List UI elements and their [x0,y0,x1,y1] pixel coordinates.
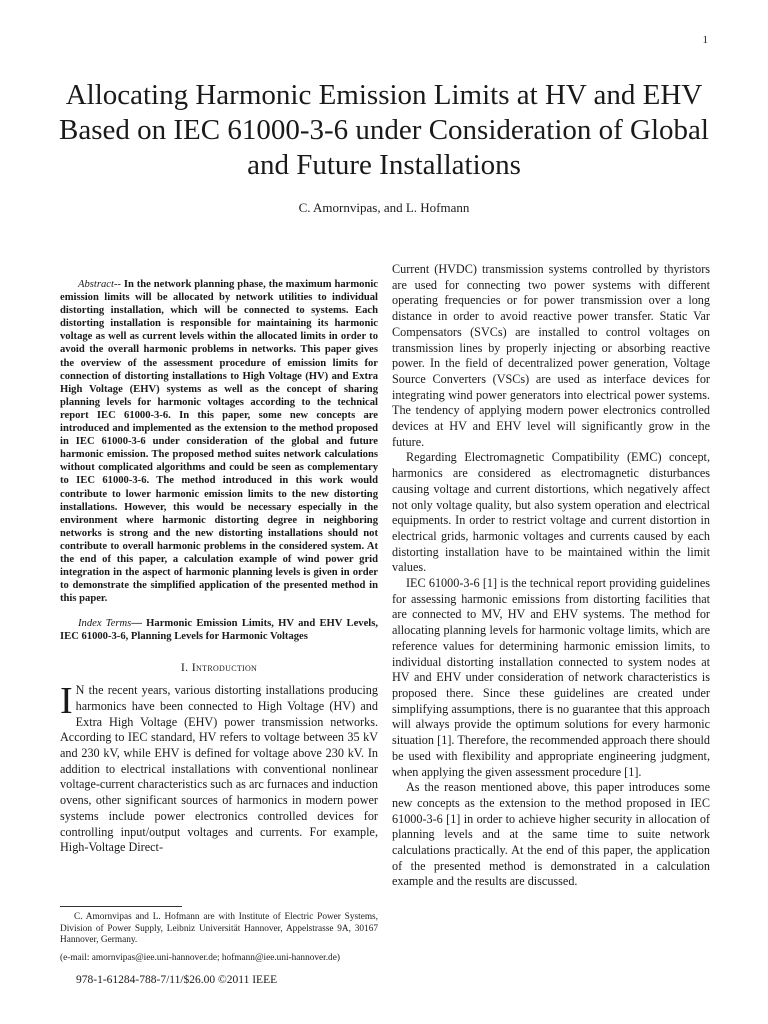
section-numeral: I. [180,659,192,674]
intro-paragraph-2: Regarding Electromagnetic Compatibility (EMC) concept, harmonics are considered as electromagnetic disturbances causing voltage and current distortions, which negatively affect not only voltage quality, but also system operation and electrical equipments. In order to restrict voltage and current distortion in electrical grids, harmonic voltages and currents caused by each distorting installation have to be maintained within the limit values. [392,450,710,575]
copyright-line: 978-1-61284-788-7/11/$26.00 ©2011 IEEE [76,974,278,986]
footnote-rule [60,906,182,907]
index-terms [60,617,378,643]
footnote-email: (e-mail: amornvipas@iee.uni-hannover.de; hofmann@iee.uni-hannover.de) [60,952,340,963]
intro-paragraph-1-text: N the recent years, various distorting installations producing harmonics have been connected to High Voltage (HV) and Extra High Voltage (EHV) power transmission networks. According to IEC standard, HV refers to voltage between 35 kV and 230 kV, while EHV is defined for voltage above 230 kV. In addition to electrical installations with conventional nonlinear voltage-current characteristics such as arc furnaces and induction ovens, other significant sources of harmonics in modern power systems include power electronics controlled devices for controlling input/output voltages and currents. For example, High-Voltage Direct- [60,683,378,855]
right-column [392,262,710,890]
page-number: 1 [702,34,708,46]
author-list: C. Amornvipas, and L. Hofmann [298,200,470,215]
intro-paragraph-3: IEC 61000-3-6 [1] is the technical report providing guidelines for assessing harmonic emissions from distorting facilities that are connected to MV, HV and EHV systems. The method for allocating planning levels for harmonic voltage limits, which are reference values for determining harmonic emission limits, to individual distorting installation connected to system nodes at HV and EHV under consideration of network characteristics is proposed there. Since these guidelines are created under simplifying assumptions, there is no guarantee that this approach will always provide the optimum solutions for every harmonic situation [1]. Therefore, the recommended approach there should be used with flexibility and appropriate engineering judgment, when applying the given assessment procedure [1]. [392,576,710,779]
intro-paragraph-1-continued: Current (HVDC) transmission systems controlled by thyristors are used for connecting two power systems with different operating frequencies or for power transmission over a long distance in order to avoid reactive power transfer. Static Var Compensators (SVCs) are installed to control voltages on transmission lines by properly injecting or absorbing reactive power. In the field of decentralized power generation, Voltage Source Converters (VSCs) are used as interface devices for integrating wind power generators into electrical power systems. The tendency of applying modern power electronics controlled devices at HV and EHV level will significantly grow in the future. [392,262,710,449]
footnote [60,912,378,964]
intro-paragraph-4: As the reason mentioned above, this paper introduces some new concepts as the extension to the method proposed in IEC 61000-3-6 [1] in order to achieve higher security in allocation of planning levels and at the same time to suite network calculations practically. At the end of this paper, the application of the presented method is demonstrated in a calculation example and the results are discussed. [392,780,710,889]
section-title: Introduction [191,659,258,674]
index-terms-lead: Index Terms [78,618,132,630]
left-column [60,278,378,856]
abstract [60,278,378,605]
footnote-affiliation: C. Amornvipas and L. Hofmann are with Institute of Electric Power Systems, Division of Power Supply, Leibniz Universität Hannover, Appelstrasse 9A, 30167 Hannover, Germany. [60,912,378,946]
paper-title: Allocating Harmonic Emission Limits at HV and EHV Based on IEC 61000-3-6 under Consideration of Global and Future Installations [59,79,709,181]
intro-paragraph-1 [60,680,378,856]
section-heading-introduction [60,660,378,676]
index-terms-text: — Harmonic Emission Limits, HV and EHV Levels, IEC 61000-3-6, Planning Levels for Harmonic Voltages [60,618,378,643]
abstract-lead: Abstract-- [78,279,121,290]
drop-cap: I [60,680,73,723]
abstract-text: In the network planning phase, the maximum harmonic emission limits will be allocated by network utilities to individual distorting installation, which will be connected to systems. Each distorting installation is responsible for maintaining its harmonic voltage as well as current levels within the allocated limits in order to avoid the overall harmonic problems in networks. This paper gives the overview of the assessment procedure of emission limits for connection of distorting installations to High Voltage (HV) and Extra High Voltage (EHV) systems as well as the concept of sharing planning levels for harmonic voltages according to the technical report IEC 61000-3-6. In this paper, some new concepts are introduced and implemented as the extension to the method proposed in IEC 61000-3-6 under consideration of the global and future harmonic emission. The proposed method suites network calculations without complicated algorithms and could be seen as complementary to IEC 61000-3-6. The method introduced in this work would contribute to lower harmonic emission limits to the new distorting installations. However, this would be necessary especially in the environment where harmonic distorting degree in neighboring networks is strong and the new distorting installations should not contribute to overall harmonic problems in the considered system. At the end of this paper, a calculation example of wind power grid integration in the aspect of harmonic planning levels is given in order to demonstrate the simplified application of the presented method in this paper. [60,279,378,605]
